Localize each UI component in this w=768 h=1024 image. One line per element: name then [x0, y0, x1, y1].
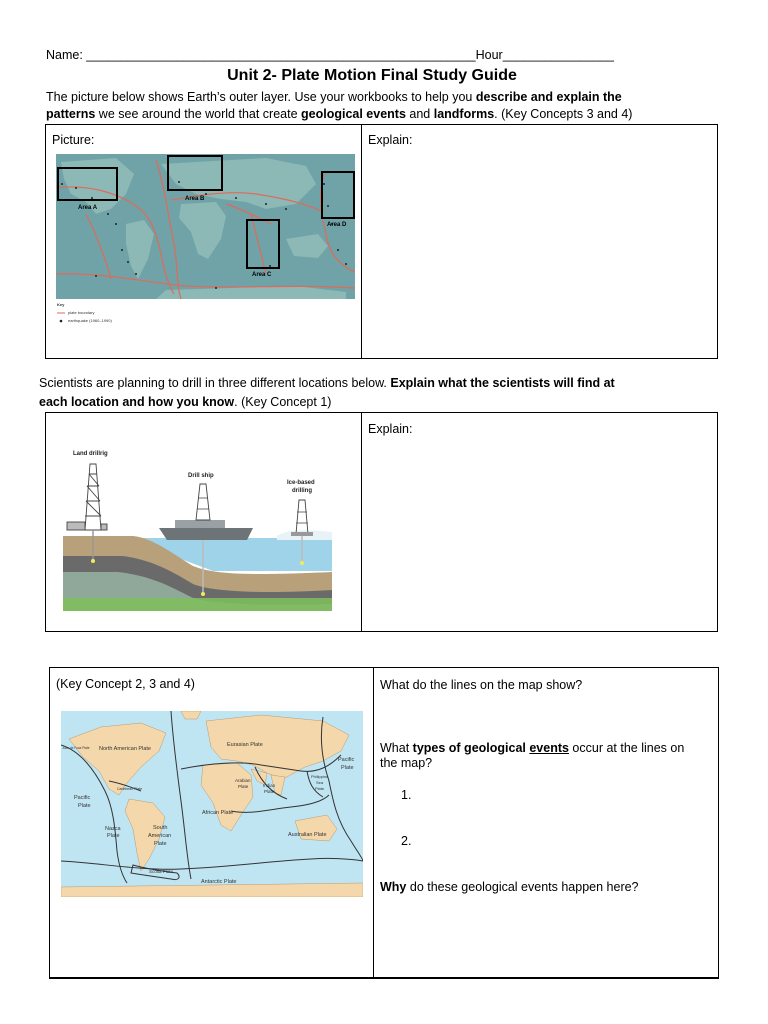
area-b-label: Area B — [185, 196, 205, 202]
hour-label: Hour — [475, 48, 503, 62]
arabian-plate-label-1: Arabian — [235, 778, 251, 783]
intro-bold: each location and how you know — [39, 395, 235, 409]
south-american-plate-label-1: South — [153, 825, 168, 831]
name-blank[interactable]: ________________________________________________________ — [86, 48, 476, 62]
drill-ship-label: Drill ship — [188, 473, 214, 479]
area-d-label: Area D — [327, 222, 347, 228]
north-american-plate-label: North American Plate — [99, 746, 151, 752]
question-lines-meaning: What do the lines on the map show? — [380, 678, 583, 692]
section2-explain-label[interactable]: Explain: — [368, 422, 413, 436]
plate-boundary-map — [56, 154, 355, 330]
philippine-plate-label-1: Philippine — [311, 774, 329, 779]
section1-intro-line1 — [46, 89, 622, 105]
intro-text: . (Key Concept 1) — [234, 395, 332, 409]
arabian-plate-label-2: Plate — [238, 784, 249, 789]
map-key — [57, 302, 112, 323]
answer-item-2[interactable]: 2. — [401, 834, 412, 848]
australian-plate-label: Australian Plate — [288, 832, 327, 838]
section1-divider — [361, 124, 362, 359]
section1-intro-line2 — [46, 106, 632, 122]
indian-plate-label-2: Plate — [264, 789, 275, 794]
q2-text: What — [380, 741, 413, 755]
philippine-plate-label-2: Sea — [316, 780, 324, 785]
indian-plate-label-1: Indian — [263, 783, 276, 788]
scotia-plate-label: Scotia Plate — [149, 869, 174, 874]
drilling-diagram — [63, 446, 332, 611]
tectonic-plates-map — [61, 711, 363, 897]
key-title: Key — [57, 302, 65, 307]
section1-explain-label[interactable]: Explain: — [368, 133, 413, 147]
area-a-label: Area A — [78, 205, 98, 211]
intro-bold: Explain what the scientists will find at — [390, 376, 615, 390]
bottom-layer — [63, 598, 332, 611]
land-rig-label: Land drillrig — [73, 451, 108, 457]
ice-drilling-label-1: Ice-based — [287, 480, 315, 486]
intro-text: Scientists are planning to drill in three different locations below. — [39, 376, 391, 390]
intro-bold: describe and explain the — [475, 90, 622, 104]
name-label: Name: — [46, 48, 87, 62]
key-earthquake: earthquake (1960–1990) — [68, 318, 112, 323]
intro-text: The picture below shows Earth’s outer layer. Use your workbooks to help you — [46, 90, 476, 104]
section2-intro-line1 — [39, 375, 615, 391]
eurasian-plate-label: Eurasian Plate — [227, 742, 263, 748]
african-plate-label: African Plate — [202, 810, 234, 816]
q2-text: occur at the lines on — [568, 741, 685, 755]
name-line — [46, 47, 614, 63]
juan-de-fuca-plate-label: Juan de Fuca Plate — [62, 746, 90, 750]
section3-divider — [373, 667, 374, 979]
nazca-plate-label-1: Nazca — [105, 826, 121, 832]
pacific-plate-right-label-2: Plate — [341, 765, 354, 771]
section2-divider — [361, 412, 362, 632]
ice-drilling-label-2: drilling — [292, 488, 312, 494]
south-american-plate-label-3: Plate — [154, 841, 167, 847]
land-drill-tip — [91, 559, 95, 563]
caribbean-plate-label: Caribbean Plate — [117, 787, 143, 791]
pacific-plate-left-label-1: Pacific — [74, 795, 91, 801]
intro-text: . (Key Concepts 3 and 4) — [494, 107, 633, 121]
q2-bold: types of geological — [412, 741, 530, 755]
section2-intro-line2 — [39, 394, 331, 410]
intro-text: and — [405, 107, 434, 121]
intro-bold: patterns — [46, 107, 96, 121]
philippine-plate-label-3: Plate — [315, 786, 325, 791]
hour-blank[interactable]: ________________ — [502, 48, 614, 62]
section3-left-label: (Key Concept 2, 3 and 4) — [56, 677, 195, 691]
picture-label: Picture: — [52, 133, 95, 147]
q2-bold-underline: events — [529, 741, 569, 755]
pacific-plate-right-label-1: Pacific — [338, 757, 355, 763]
south-american-plate-label-2: American — [148, 833, 172, 839]
answer-item-1[interactable]: 1. — [401, 788, 412, 802]
intro-bold: landforms — [433, 107, 495, 121]
intro-bold: geological events — [301, 107, 406, 121]
nazca-plate-label-2: Plate — [107, 833, 120, 839]
pacific-plate-left-label-2: Plate — [78, 803, 91, 809]
area-c-label: Area C — [252, 272, 272, 278]
page-title: Unit 2- Plate Motion Final Study Guide — [227, 67, 517, 84]
q3-bold: Why — [380, 880, 407, 894]
antarctic-plate-label: Antarctic Plate — [201, 879, 237, 885]
question-event-types-line2: the map? — [380, 756, 433, 770]
question-why — [380, 879, 639, 895]
q3-text: do these geological events happen here? — [406, 880, 639, 894]
key-boundary: plate boundary — [68, 310, 95, 315]
question-event-types-line1 — [380, 740, 684, 756]
intro-text: we see around the world that create — [95, 107, 302, 121]
